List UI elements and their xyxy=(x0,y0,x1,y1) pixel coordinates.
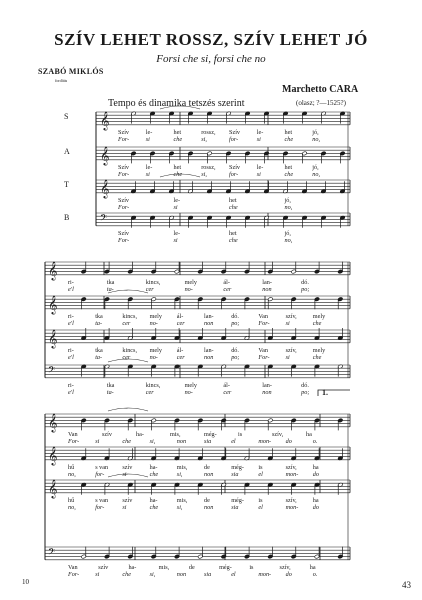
lyric-syllable: el xyxy=(231,570,236,578)
lyric-syllable: ha xyxy=(306,430,312,438)
lyric-syllable: lan- xyxy=(204,312,214,320)
lyric-syllable: non xyxy=(176,437,187,445)
lyric-syllable: o. xyxy=(312,437,318,445)
lyric-syllable: el xyxy=(258,470,263,478)
lyric-syllable: no, xyxy=(284,236,293,244)
lyric-syllable: kincs, xyxy=(145,381,161,389)
lyric-syllable: ha- xyxy=(149,496,158,504)
lyric-syllable: tka xyxy=(95,346,103,354)
lyric-syllable: le- xyxy=(145,128,153,136)
lyric-syllable: Szív xyxy=(118,163,130,171)
lyric-syllable: hű xyxy=(68,463,75,471)
lyric-syllable: cer xyxy=(223,285,232,293)
volta-bracket-label: 1. xyxy=(322,388,328,397)
lyric-syllable: no- xyxy=(184,285,193,293)
lyric-syllable: de xyxy=(204,463,210,471)
composer-dates: (olasz; ?—1525?) xyxy=(296,99,346,107)
lyric-syllable: is xyxy=(249,563,254,571)
lyric-syllable: non xyxy=(176,570,187,578)
lyric-syllable: che xyxy=(312,319,322,327)
lyric-syllable: ha- xyxy=(128,563,137,571)
lyric-syllable: Szív xyxy=(118,229,130,237)
lyric-syllable: no, xyxy=(284,203,293,211)
lyric-syllable: kincs, xyxy=(122,346,137,354)
lyric-syllable: le- xyxy=(145,163,153,171)
lyric-syllable: si xyxy=(256,170,261,178)
lyric-syllable: Szív xyxy=(229,128,241,136)
lyric-syllable: het xyxy=(284,128,293,136)
lyric-syllable: do xyxy=(285,437,292,445)
treble-clef-icon: 𝄞 xyxy=(48,412,58,432)
lyric-syllable: si xyxy=(145,170,150,178)
lyric-syllable: non xyxy=(204,319,214,327)
lyric-syllable: si xyxy=(95,570,100,578)
lyric-syllable: che xyxy=(229,203,238,211)
lyric-syllable: dó. xyxy=(231,346,239,354)
composer-name: Marchetto CARA xyxy=(282,84,359,95)
lyric-syllable: cer xyxy=(223,388,232,396)
lyric-syllable: még- xyxy=(204,430,217,438)
lyric-syllable: lan- xyxy=(262,381,272,389)
lyric-syllable: het xyxy=(229,196,237,204)
lyric-syllable: non xyxy=(262,388,272,396)
lyric-syllable: szív, xyxy=(285,346,297,354)
lyric-syllable: is xyxy=(258,463,263,471)
lyric-syllable: sia xyxy=(204,570,212,578)
lyric-syllable: Van xyxy=(68,563,78,571)
voice-label-bass: B xyxy=(64,213,70,222)
lyric-syllable: szív, xyxy=(272,430,284,438)
slur xyxy=(108,474,148,477)
lyric-syllable: ri- xyxy=(68,278,74,286)
slur xyxy=(108,290,148,293)
lyric-syllable: do xyxy=(312,470,319,478)
lyric-syllable: mely xyxy=(312,312,326,320)
lyric-syllable: mis, xyxy=(158,563,170,571)
lyric-syllable: ál- xyxy=(223,381,230,389)
lyric-syllable: kincs, xyxy=(145,278,161,286)
lyric-syllable: si, xyxy=(176,470,183,478)
lyric-syllable: che xyxy=(122,437,131,445)
lyric-syllable: ál- xyxy=(176,346,184,354)
lyric-syllable: még- xyxy=(231,496,244,504)
lyric-syllable: do xyxy=(285,570,292,578)
lyric-syllable: cer xyxy=(122,353,131,361)
lyric-syllable: még- xyxy=(231,463,244,471)
lyric-syllable: szív, xyxy=(285,463,297,471)
slur xyxy=(160,106,200,109)
lyric-syllable: For- xyxy=(118,236,130,244)
lyric-syllable: Szív xyxy=(118,128,130,136)
lyric-syllable: For- xyxy=(118,203,130,211)
measure-number: 10 xyxy=(22,578,29,586)
lyric-syllable: szív, xyxy=(285,312,297,320)
lyric-syllable: si xyxy=(95,437,100,445)
lyric-syllable: no- xyxy=(149,319,158,327)
lyric-syllable: dó. xyxy=(301,381,309,389)
lyric-syllable: che xyxy=(312,353,322,361)
lyric-syllable: cer xyxy=(176,353,185,361)
treble-clef-icon: 𝄞 xyxy=(100,178,110,198)
lyric-syllable: po; xyxy=(231,319,240,327)
lyric-syllable: cer xyxy=(176,319,185,327)
lyric-syllable: ri- xyxy=(68,312,74,320)
lyric-syllable: jó, xyxy=(312,128,319,136)
lyric-syllable: po; xyxy=(301,285,310,293)
lyric-syllable: le- xyxy=(173,196,181,204)
lyric-syllable: ha xyxy=(312,496,319,504)
lyric-syllable: szív xyxy=(122,496,133,504)
lyric-syllable: ri- xyxy=(68,381,74,389)
lyric-syllable: s van xyxy=(95,463,109,471)
page-number: 43 xyxy=(402,580,411,590)
page-subtitle: Forsi che si, forsi che no xyxy=(156,53,266,65)
lyric-syllable: szív, xyxy=(279,563,291,571)
lyric-syllable: do xyxy=(312,503,319,511)
lyric-syllable: si xyxy=(122,470,127,478)
lyric-syllable: ta- xyxy=(106,388,114,396)
lyric-syllable: For- xyxy=(118,135,130,143)
lyric-syllable: si xyxy=(145,135,150,143)
lyric-syllable: ta- xyxy=(95,353,103,361)
lyric-syllable: mis, xyxy=(176,496,188,504)
lyric-syllable: For- xyxy=(258,319,270,327)
lyric-syllable: si, xyxy=(149,570,156,578)
lyric-syllable: de xyxy=(204,496,210,504)
lyric-syllable: no- xyxy=(184,388,193,396)
bass-clef-icon: 𝄢 xyxy=(48,364,56,378)
lyric-syllable: ál- xyxy=(176,312,184,320)
treble-clef-icon: 𝄞 xyxy=(100,110,110,130)
lyric-syllable: Van xyxy=(258,312,269,320)
lyric-syllable: e'l xyxy=(68,353,74,361)
lyric-syllable: cer xyxy=(122,319,131,327)
lyric-syllable: Szív xyxy=(229,163,241,171)
lyric-syllable: mely xyxy=(149,346,162,354)
lyric-syllable: ta- xyxy=(106,285,114,293)
lyric-syllable: e'l xyxy=(68,319,74,327)
lyric-syllable: s van xyxy=(95,496,109,504)
lyric-syllable: ha- xyxy=(136,430,144,438)
lyric-syllable: For- xyxy=(68,437,80,445)
lyric-syllable: si, xyxy=(201,135,207,143)
lyric-syllable: is xyxy=(258,496,263,504)
lyric-syllable: si, xyxy=(176,503,183,511)
arranger-note: fordítás xyxy=(55,78,68,83)
lyric-syllable: non xyxy=(204,470,214,478)
lyric-syllable: che xyxy=(284,135,294,143)
lyric-syllable: rossz, xyxy=(201,163,216,171)
lyric-syllable: no, xyxy=(68,503,76,511)
treble-clef-icon: 𝄞 xyxy=(48,260,58,280)
treble-clef-icon: 𝄞 xyxy=(48,478,58,498)
lyric-syllable: ha xyxy=(309,563,316,571)
lyric-syllable: che xyxy=(284,170,294,178)
lyric-syllable: si xyxy=(173,203,178,211)
lyric-syllable: het xyxy=(173,163,182,171)
lyric-syllable: is xyxy=(238,430,243,438)
lyric-syllable: no, xyxy=(312,135,320,143)
lyric-syllable: het xyxy=(173,128,182,136)
treble-clef-icon: 𝄞 xyxy=(48,445,58,465)
lyric-syllable: sia xyxy=(231,503,239,511)
lyric-syllable: het xyxy=(284,163,293,171)
lyric-syllable: sia xyxy=(231,470,239,478)
lyric-syllable: mon- xyxy=(258,437,272,445)
lyric-syllable: jó, xyxy=(284,196,291,204)
lyric-syllable: lan- xyxy=(204,346,214,354)
lyric-syllable: si xyxy=(256,135,261,143)
lyric-syllable: e'l xyxy=(68,388,74,396)
lyric-syllable: no, xyxy=(312,170,320,178)
lyric-syllable: si xyxy=(173,236,178,244)
lyric-syllable: cer xyxy=(145,285,154,293)
lyric-syllable: si, xyxy=(201,170,207,178)
lyric-syllable: jó, xyxy=(284,229,291,237)
lyric-syllable: szív xyxy=(102,430,112,438)
lyric-syllable: che xyxy=(173,135,183,143)
page-title: SZÍV LEHET ROSSZ, SZÍV LEHET JÓ xyxy=(54,30,368,49)
lyric-syllable: szív xyxy=(122,463,133,471)
lyric-syllable: che xyxy=(122,570,131,578)
lyric-syllable: szív xyxy=(98,563,109,571)
voice-label-soprano: S xyxy=(64,112,69,121)
lyric-syllable: mely xyxy=(312,346,326,354)
treble-clef-icon: 𝄞 xyxy=(100,145,110,165)
lyric-syllable: hű xyxy=(68,496,75,504)
lyric-syllable: ta- xyxy=(95,319,103,327)
lyric-syllable: ha xyxy=(312,463,319,471)
lyric-syllable: tka xyxy=(106,278,115,286)
lyric-syllable: che xyxy=(149,503,159,511)
lyric-syllable: tka xyxy=(95,312,103,320)
lyric-syllable: si xyxy=(285,353,290,361)
lyric-syllable: mely xyxy=(184,381,197,389)
lyric-syllable: Van xyxy=(68,430,78,438)
treble-clef-icon: 𝄞 xyxy=(48,328,58,348)
lyric-syllable: non xyxy=(204,353,214,361)
lyric-syllable: for- xyxy=(229,135,239,143)
bass-clef-icon: 𝄢 xyxy=(48,546,56,560)
lyric-syllable: lan- xyxy=(262,278,272,286)
lyric-syllable: mon- xyxy=(258,570,272,578)
lyric-syllable: che xyxy=(229,236,238,244)
slur xyxy=(108,408,148,411)
lyric-syllable: che xyxy=(149,470,159,478)
lyric-syllable: mis, xyxy=(176,463,188,471)
lyric-syllable: for- xyxy=(229,170,239,178)
lyric-syllable: tka xyxy=(106,381,115,389)
lyric-syllable: le- xyxy=(256,163,264,171)
lyric-syllable: ha- xyxy=(149,463,158,471)
tempo-marking: Tempo és dinamika tetszés szerint xyxy=(108,98,245,109)
lyric-syllable: mis, xyxy=(170,430,181,438)
lyric-syllable: het xyxy=(229,229,237,237)
lyric-syllable: sia xyxy=(204,437,212,445)
lyric-syllable: mely xyxy=(184,278,197,286)
lyric-syllable: non xyxy=(204,503,214,511)
lyric-syllable: For- xyxy=(118,170,130,178)
lyric-syllable: szív, xyxy=(285,496,297,504)
lyric-syllable: mely xyxy=(149,312,162,320)
lyric-syllable: jó, xyxy=(312,163,319,171)
lyric-syllable: po; xyxy=(231,353,240,361)
lyric-syllable: no- xyxy=(149,353,158,361)
lyric-syllable: for- xyxy=(95,503,105,511)
voice-label-tenor: T xyxy=(64,180,69,189)
lyric-syllable: si xyxy=(122,503,127,511)
lyric-syllable: for- xyxy=(95,470,105,478)
lyric-syllable: si, xyxy=(149,437,156,445)
lyric-syllable: le- xyxy=(256,128,264,136)
lyric-syllable: rossz, xyxy=(201,128,216,136)
lyric-syllable: Van xyxy=(258,346,269,354)
voice-label-alto: A xyxy=(64,147,70,156)
lyric-syllable: ál- xyxy=(223,278,230,286)
lyric-syllable: o. xyxy=(312,570,318,578)
lyric-syllable: mon- xyxy=(285,470,299,478)
lyric-syllable: For- xyxy=(68,570,80,578)
lyric-syllable: dó. xyxy=(301,278,309,286)
lyric-syllable: Szív xyxy=(118,196,130,204)
lyric-syllable: si xyxy=(285,319,290,327)
lyric-syllable: dó. xyxy=(231,312,239,320)
lyric-syllable: még- xyxy=(219,563,232,571)
lyric-syllable: el xyxy=(231,437,236,445)
lyric-syllable: non xyxy=(262,285,272,293)
volta-bracket xyxy=(318,390,350,396)
treble-clef-icon: 𝄞 xyxy=(48,294,58,314)
lyric-syllable: po; xyxy=(301,388,310,396)
lyric-syllable: no, xyxy=(68,470,76,478)
lyric-syllable: kincs, xyxy=(122,312,137,320)
lyric-syllable: For- xyxy=(258,353,270,361)
lyric-syllable: ri- xyxy=(68,346,74,354)
lyric-syllable: cer xyxy=(145,388,154,396)
lyric-syllable: che xyxy=(173,170,183,178)
lyric-syllable: le- xyxy=(173,229,181,237)
lyric-syllable: de xyxy=(188,563,195,571)
lyric-syllable: el xyxy=(258,503,263,511)
lyric-syllable: e'l xyxy=(68,285,74,293)
arranger-name: SZABÓ MIKLÓS xyxy=(38,67,104,76)
lyric-syllable: mon- xyxy=(285,503,299,511)
bass-clef-icon: 𝄢 xyxy=(100,212,108,226)
